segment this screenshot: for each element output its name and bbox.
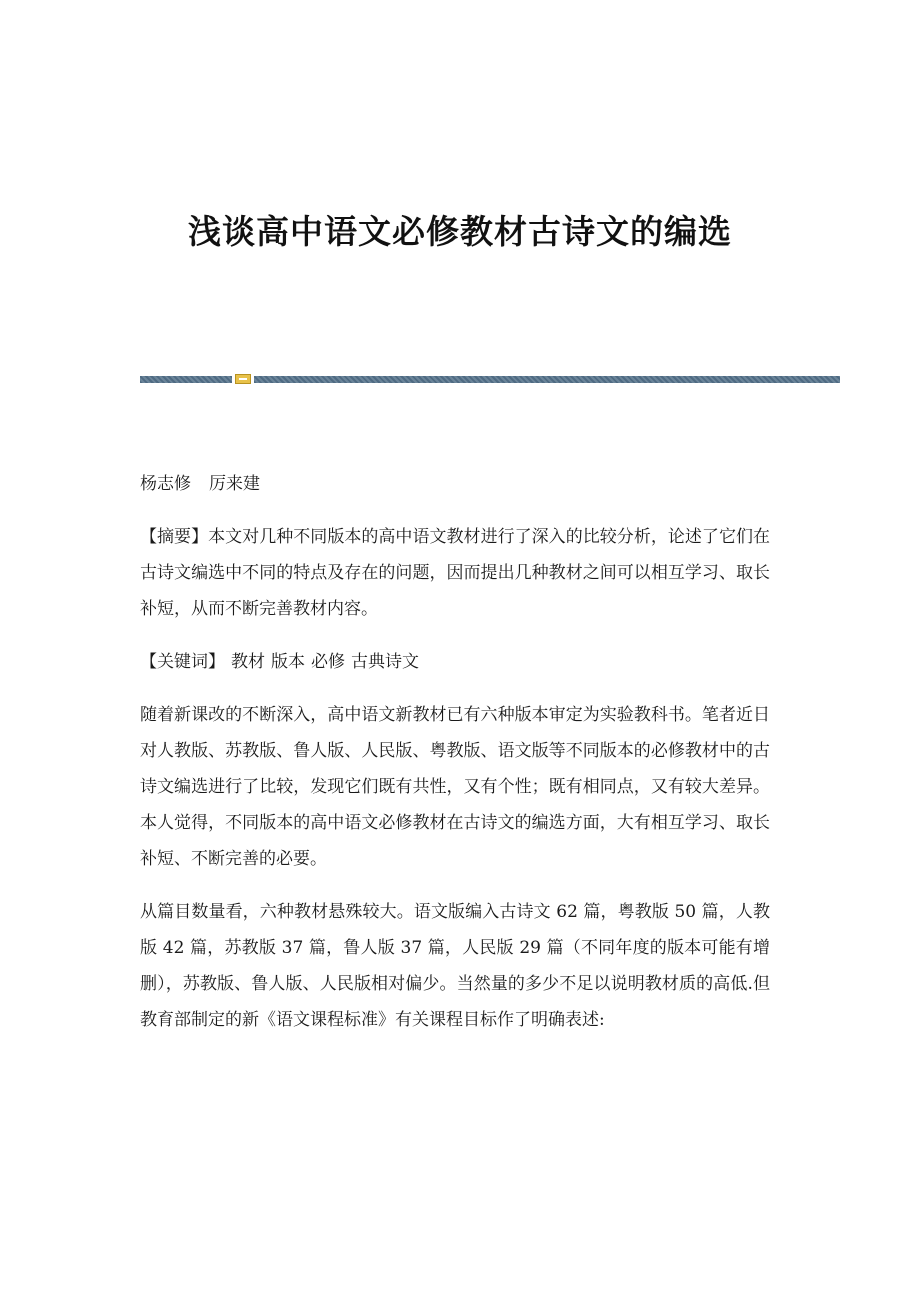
- title-divider: [140, 374, 840, 384]
- abstract-label: 【摘要】: [140, 527, 209, 547]
- author-name: 厉来建: [209, 474, 260, 494]
- authors-line: [140, 466, 770, 502]
- keywords-label: 【关键词】: [140, 652, 225, 672]
- body-paragraph: 从篇目数量看，六种教材悬殊较大。语文版编入古诗文 62 篇，粤教版 50 篇，人教版 42 篇，苏教版 37 篇，鲁人版 37 篇，人民版 29 篇（不同年度的版本可能有增删），苏教版、鲁人版、人民版相对偏少。当然量的多少不足以说明教材质的高低.但教育部制定的新《语文课程标准》有关课程目标作了明确表述:: [140, 902, 770, 1030]
- keyword: 版本: [271, 652, 305, 672]
- body-paragraph: 随着新课改的不断深入，高中语文新教材已有六种版本审定为实验教科书。笔者近日对人教版、苏教版、鲁人版、人民版、粤教版、语文版等不同版本的必修教材中的古诗文编选进行了比较，发现它们既有共性，又有个性；既有相同点，又有较大差异。本人觉得，不同版本的高中语文必修教材在古诗文的编选方面，大有相互学习、取长补短、不断完善的必要。: [140, 705, 770, 869]
- keyword: 古典诗文: [351, 652, 419, 672]
- keyword: 教材: [231, 652, 265, 672]
- divider-bar-right: [254, 376, 840, 383]
- divider-ornament-icon: [235, 374, 251, 384]
- abstract-paragraph: [140, 519, 770, 627]
- abstract-text: 本文对几种不同版本的高中语文教材进行了深入的比较分析，论述了它们在古诗文编选中不同的特点及存在的问题，因而提出几种教材之间可以相互学习、取长补短，从而不断完善教材内容。: [140, 527, 771, 619]
- keywords-paragraph: [140, 644, 770, 680]
- author-name: 杨志修: [140, 474, 191, 494]
- keyword: 必修: [311, 652, 345, 672]
- document-title: 浅谈高中语文必修教材古诗文的编选: [188, 212, 732, 251]
- divider-bar-left: [140, 376, 232, 383]
- document-body: [140, 466, 770, 1055]
